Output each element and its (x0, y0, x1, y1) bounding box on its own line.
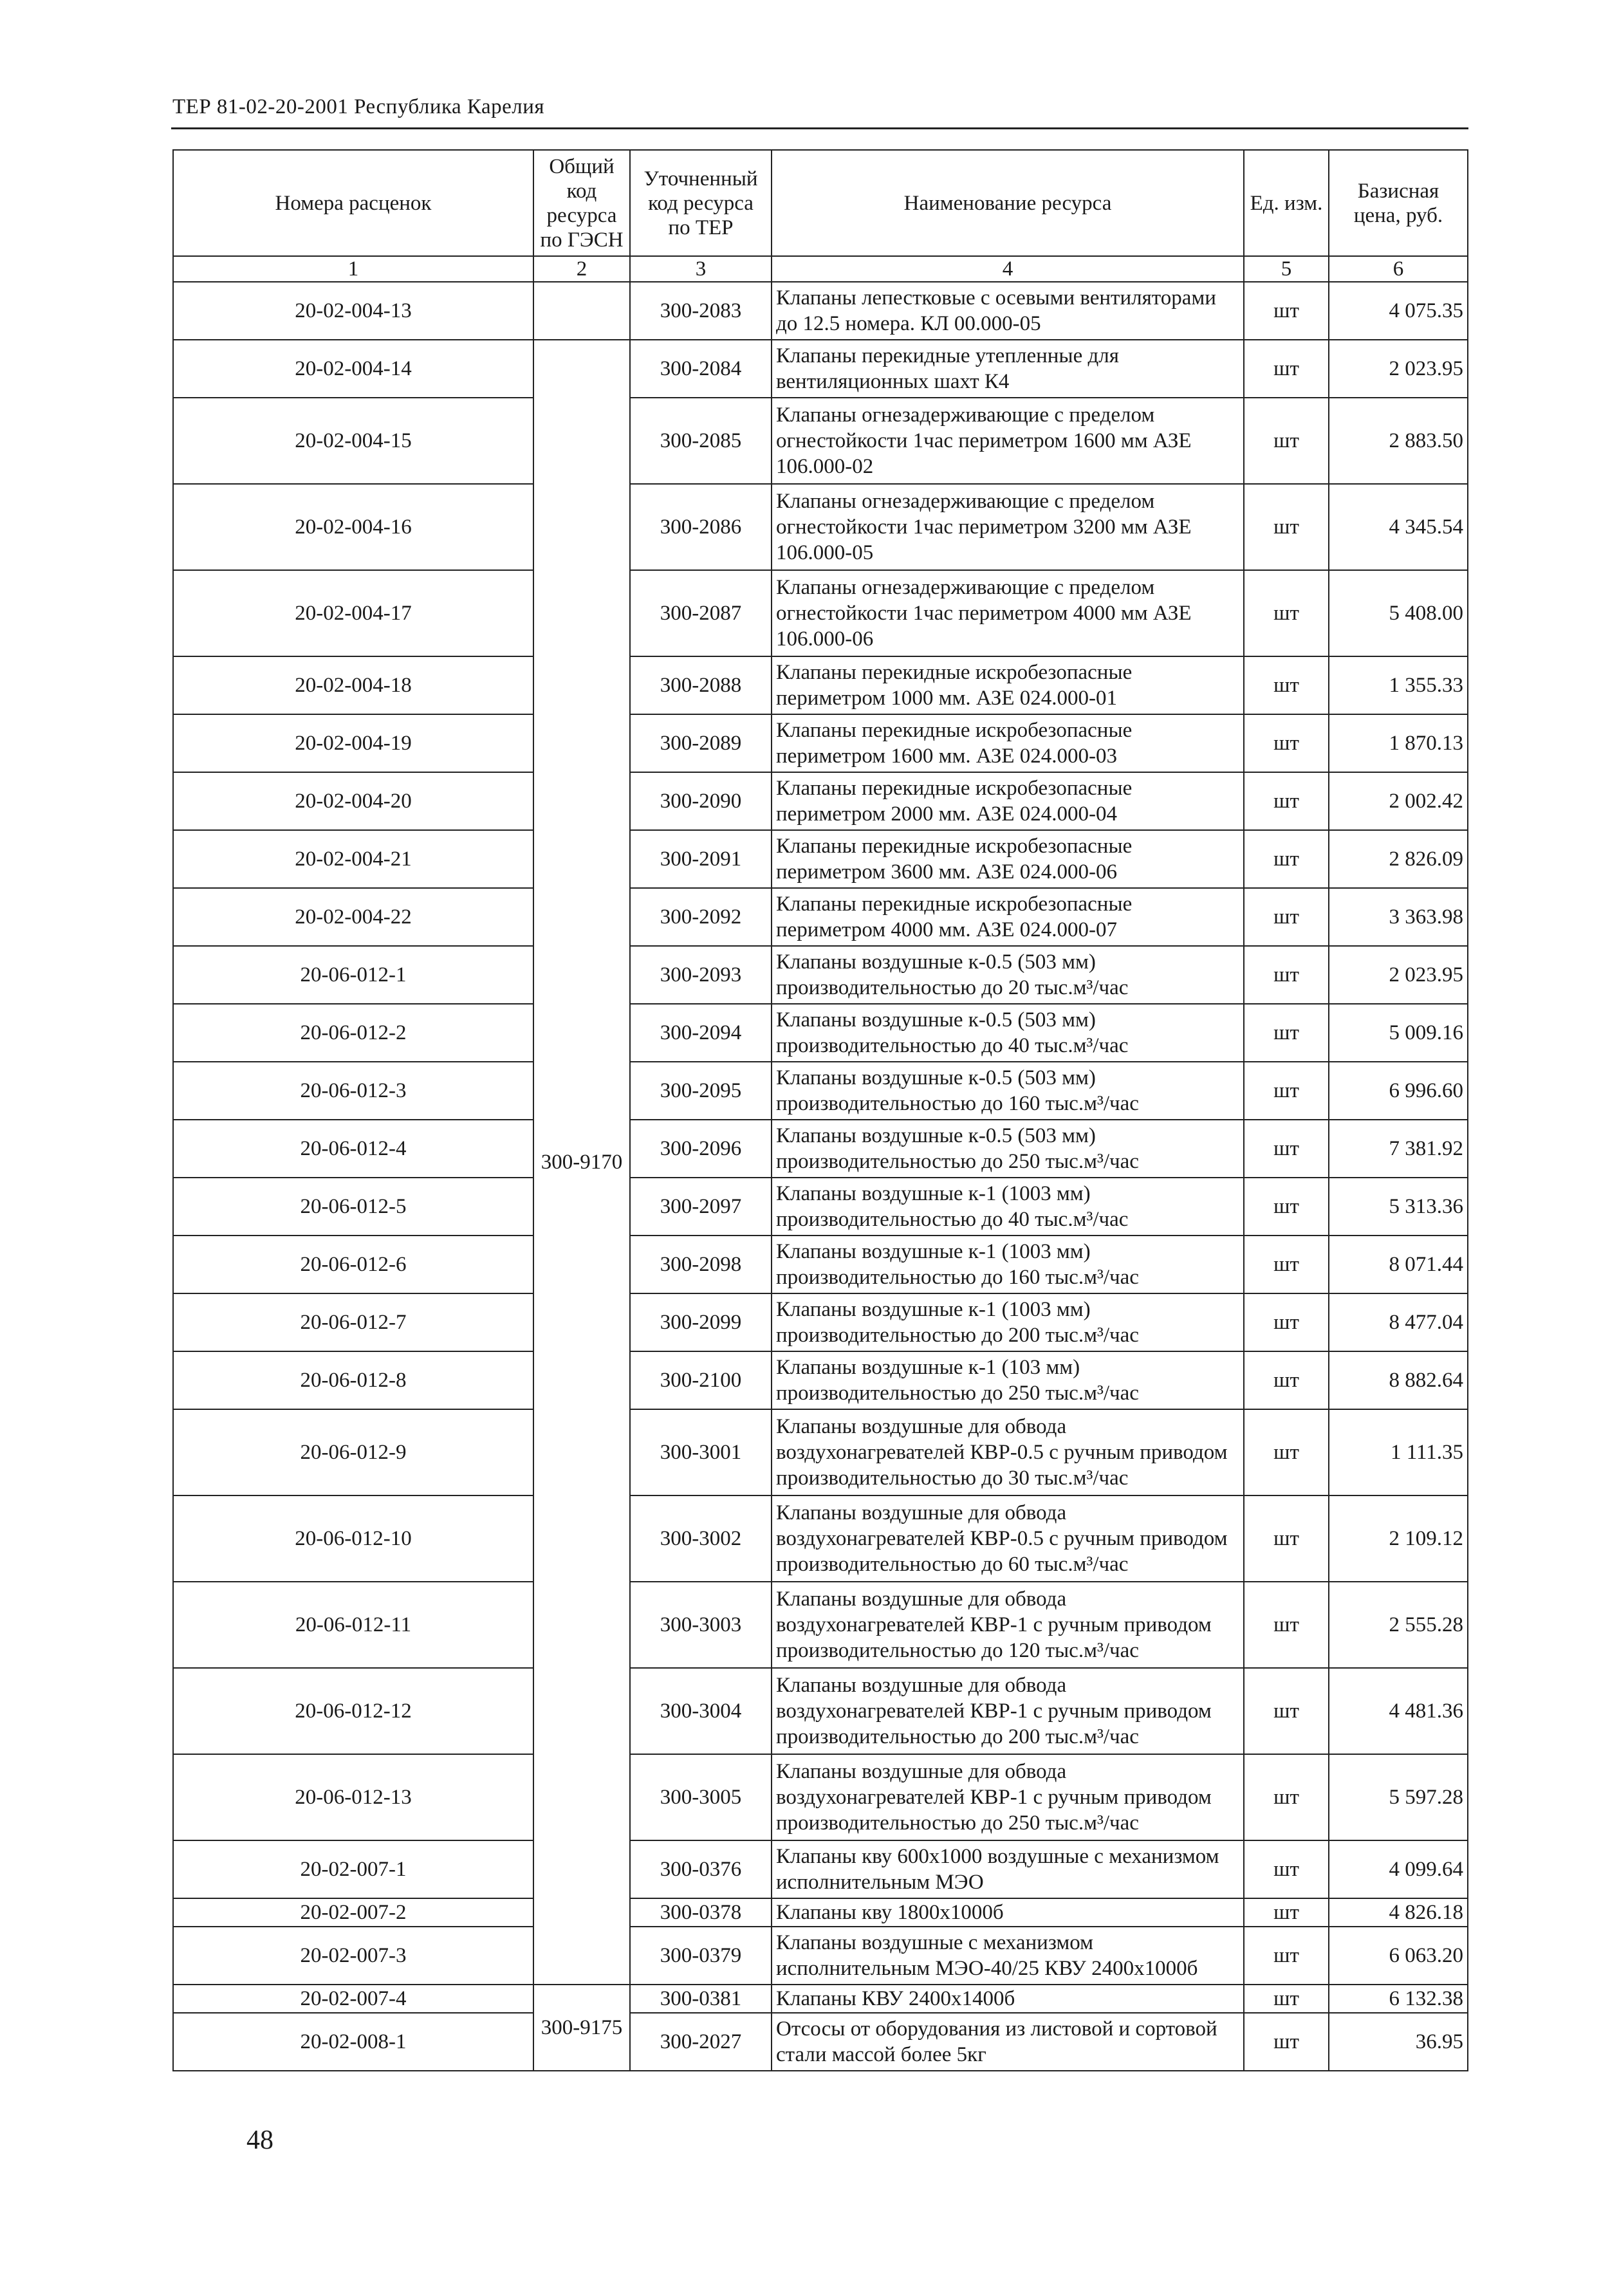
table-row (173, 772, 1468, 830)
ter-code-cell: 300-2095 (630, 1062, 772, 1120)
table-row (173, 1495, 1468, 1582)
price-cell: 2 023.95 (1329, 946, 1468, 1004)
resource-name-cell: Клапаны воздушные к-0.5 (503 мм) производительностью до 250 тыс.м³/час (772, 1120, 1244, 1178)
rate-code-cell: 20-02-004-14 (173, 340, 533, 398)
table-row (173, 1754, 1468, 1840)
ter-code-cell: 300-0379 (630, 1927, 772, 1985)
table-row (173, 398, 1468, 484)
rate-code-cell: 20-06-012-7 (173, 1293, 533, 1351)
ter-code-cell: 300-2094 (630, 1004, 772, 1062)
table-row (173, 570, 1468, 656)
rate-code-cell: 20-06-012-3 (173, 1062, 533, 1120)
rate-code-cell: 20-06-012-4 (173, 1120, 533, 1178)
resource-name-cell: Клапаны воздушные для обвода воздухонагревателей КВР-1 с ручным приводом производительностью до 250 тыс.м³/час (772, 1754, 1244, 1840)
unit-cell: шт (1244, 772, 1329, 830)
table-row (173, 1004, 1468, 1062)
ter-code-cell: 300-0376 (630, 1840, 772, 1898)
header-ter: Уточненный код ресурса по ТЕР (630, 150, 772, 256)
header-name: Наименование ресурса (772, 150, 1244, 256)
rate-code-cell: 20-06-012-8 (173, 1351, 533, 1409)
table-row (173, 1351, 1468, 1409)
gesn-code-cell (533, 282, 630, 340)
rate-code-cell: 20-02-004-21 (173, 830, 533, 888)
resource-name-cell: Клапаны лепестковые с осевыми вентиляторами до 12.5 номера. КЛ 00.000-05 (772, 282, 1244, 340)
table-row (173, 282, 1468, 340)
resource-name-cell: Клапаны огнезадерживающие с пределом огнестойкости 1час периметром 3200 мм АЗЕ 106.000-05 (772, 484, 1244, 570)
ter-code-cell: 300-3005 (630, 1754, 772, 1840)
resource-name-cell: Отсосы от оборудования из листовой и сортовой стали массой более 5кг (772, 2013, 1244, 2071)
price-cell: 36.95 (1329, 2013, 1468, 2071)
ter-code-cell: 300-2084 (630, 340, 772, 398)
unit-cell: шт (1244, 1062, 1329, 1120)
unit-cell: шт (1244, 1004, 1329, 1062)
table-row (173, 2013, 1468, 2071)
ter-code-cell: 300-0378 (630, 1898, 772, 1927)
price-cell: 5 009.16 (1329, 1004, 1468, 1062)
unit-cell: шт (1244, 1409, 1329, 1495)
ter-code-cell: 300-2090 (630, 772, 772, 830)
resource-name-cell: Клапаны перекидные утепленные для вентиляционных шахт К4 (772, 340, 1244, 398)
table-row (173, 1293, 1468, 1351)
resource-name-cell: Клапаны воздушные к-1 (1003 мм) производительностью до 200 тыс.м³/час (772, 1293, 1244, 1351)
ter-code-cell: 300-2085 (630, 398, 772, 484)
column-number: 1 (173, 256, 533, 282)
header-gesn: Общий код ресурса по ГЭСН (533, 150, 630, 256)
resource-name-cell: Клапаны воздушные к-0.5 (503 мм) производительностью до 40 тыс.м³/час (772, 1004, 1244, 1062)
table-row (173, 1985, 1468, 2013)
price-cell: 1 355.33 (1329, 656, 1468, 714)
table-row (173, 1062, 1468, 1120)
resource-name-cell: Клапаны воздушные для обвода воздухонагревателей КВР-1 с ручным приводом производительностью до 120 тыс.м³/час (772, 1582, 1244, 1668)
column-number: 3 (630, 256, 772, 282)
ter-code-cell: 300-2092 (630, 888, 772, 946)
rate-code-cell: 20-02-007-4 (173, 1985, 533, 2013)
table-header-row (173, 150, 1468, 256)
rate-code-cell: 20-06-012-13 (173, 1754, 533, 1840)
unit-cell: шт (1244, 340, 1329, 398)
price-cell: 2 555.28 (1329, 1582, 1468, 1668)
table-row (173, 714, 1468, 772)
unit-cell: шт (1244, 2013, 1329, 2071)
resource-name-cell: Клапаны воздушные для обвода воздухонагревателей КВР-0.5 с ручным приводом производительностью до 60 тыс.м³/час (772, 1495, 1244, 1582)
resource-name-cell: Клапаны воздушные к-1 (103 мм) производительностью до 250 тыс.м³/час (772, 1351, 1244, 1409)
rate-code-cell: 20-02-008-1 (173, 2013, 533, 2071)
ter-code-cell: 300-2089 (630, 714, 772, 772)
price-table (172, 149, 1468, 2071)
unit-cell: шт (1244, 1754, 1329, 1840)
price-cell: 6 996.60 (1329, 1062, 1468, 1120)
rate-code-cell: 20-02-004-22 (173, 888, 533, 946)
header-unit: Ед. изм. (1244, 150, 1329, 256)
resource-name-cell: Клапаны перекидные искробезопасные периметром 1600 мм. АЗЕ 024.000-03 (772, 714, 1244, 772)
table-row (173, 340, 1468, 398)
rate-code-cell: 20-06-012-10 (173, 1495, 533, 1582)
column-number: 2 (533, 256, 630, 282)
table-row (173, 1668, 1468, 1754)
unit-cell: шт (1244, 1236, 1329, 1293)
rate-code-cell: 20-06-012-6 (173, 1236, 533, 1293)
table-row (173, 656, 1468, 714)
resource-name-cell: Клапаны воздушные с механизмом исполнительным МЭО-40/25 КВУ 2400х1000б (772, 1927, 1244, 1985)
table-row (173, 1236, 1468, 1293)
ter-code-cell: 300-2100 (630, 1351, 772, 1409)
ter-code-cell: 300-2088 (630, 656, 772, 714)
price-cell: 8 882.64 (1329, 1351, 1468, 1409)
header-rule (171, 127, 1468, 129)
price-cell: 2 883.50 (1329, 398, 1468, 484)
ter-code-cell: 300-2099 (630, 1293, 772, 1351)
unit-cell: шт (1244, 1985, 1329, 2013)
rate-code-cell: 20-02-007-1 (173, 1840, 533, 1898)
header-code: Номера расценок (173, 150, 533, 256)
price-cell: 2 109.12 (1329, 1495, 1468, 1582)
unit-cell: шт (1244, 888, 1329, 946)
ter-code-cell: 300-3003 (630, 1582, 772, 1668)
table-row (173, 1120, 1468, 1178)
price-cell: 2 826.09 (1329, 830, 1468, 888)
price-cell: 2 002.42 (1329, 772, 1468, 830)
price-cell: 5 408.00 (1329, 570, 1468, 656)
unit-cell: шт (1244, 1495, 1329, 1582)
resource-name-cell: Клапаны перекидные искробезопасные периметром 1000 мм. АЗЕ 024.000-01 (772, 656, 1244, 714)
rate-code-cell: 20-02-007-3 (173, 1927, 533, 1985)
column-number: 5 (1244, 256, 1329, 282)
table-body (173, 282, 1468, 2071)
unit-cell: шт (1244, 1178, 1329, 1236)
rate-code-cell: 20-02-004-18 (173, 656, 533, 714)
resource-name-cell: Клапаны огнезадерживающие с пределом огнестойкости 1час периметром 4000 мм АЗЕ 106.000-06 (772, 570, 1244, 656)
resource-name-cell: Клапаны воздушные к-1 (1003 мм) производительностью до 160 тыс.м³/час (772, 1236, 1244, 1293)
price-cell: 5 313.36 (1329, 1178, 1468, 1236)
ter-code-cell: 300-2086 (630, 484, 772, 570)
resource-name-cell: Клапаны огнезадерживающие с пределом огнестойкости 1час периметром 1600 мм АЗЕ 106.000-02 (772, 398, 1244, 484)
price-cell: 3 363.98 (1329, 888, 1468, 946)
unit-cell: шт (1244, 570, 1329, 656)
rate-code-cell: 20-06-012-9 (173, 1409, 533, 1495)
table-row (173, 1898, 1468, 1927)
unit-cell: шт (1244, 946, 1329, 1004)
rate-code-cell: 20-02-004-13 (173, 282, 533, 340)
price-cell: 2 023.95 (1329, 340, 1468, 398)
unit-cell: шт (1244, 1668, 1329, 1754)
unit-cell: шт (1244, 1293, 1329, 1351)
price-cell: 4 345.54 (1329, 484, 1468, 570)
price-cell: 8 477.04 (1329, 1293, 1468, 1351)
ter-code-cell: 300-3004 (630, 1668, 772, 1754)
ter-code-cell: 300-2093 (630, 946, 772, 1004)
unit-cell: шт (1244, 484, 1329, 570)
ter-code-cell: 300-3001 (630, 1409, 772, 1495)
resource-name-cell: Клапаны перекидные искробезопасные периметром 4000 мм. АЗЕ 024.000-07 (772, 888, 1244, 946)
table-row (173, 946, 1468, 1004)
table-row (173, 1178, 1468, 1236)
unit-cell: шт (1244, 1120, 1329, 1178)
unit-cell: шт (1244, 1898, 1329, 1927)
unit-cell: шт (1244, 1351, 1329, 1409)
price-cell: 6 063.20 (1329, 1927, 1468, 1985)
gesn-code-cell: 300-9170 (533, 340, 630, 1985)
unit-cell: шт (1244, 656, 1329, 714)
price-cell: 1 870.13 (1329, 714, 1468, 772)
ter-code-cell: 300-2083 (630, 282, 772, 340)
table-row (173, 1582, 1468, 1668)
price-cell: 1 111.35 (1329, 1409, 1468, 1495)
rate-code-cell: 20-02-004-17 (173, 570, 533, 656)
resource-name-cell: Клапаны воздушные для обвода воздухонагревателей КВР-1 с ручным приводом производительностью до 200 тыс.м³/час (772, 1668, 1244, 1754)
page-number: 48 (246, 2125, 273, 2155)
price-cell: 4 099.64 (1329, 1840, 1468, 1898)
table-row (173, 888, 1468, 946)
table-row (173, 484, 1468, 570)
resource-name-cell: Клапаны воздушные к-0.5 (503 мм) производительностью до 20 тыс.м³/час (772, 946, 1244, 1004)
resource-name-cell: Клапаны кву 1800х1000б (772, 1898, 1244, 1927)
ter-code-cell: 300-3002 (630, 1495, 772, 1582)
header-price: Базисная цена, руб. (1329, 150, 1468, 256)
resource-name-cell: Клапаны перекидные искробезопасные периметром 2000 мм. АЗЕ 024.000-04 (772, 772, 1244, 830)
unit-cell: шт (1244, 1927, 1329, 1985)
price-cell: 6 132.38 (1329, 1985, 1468, 2013)
rate-code-cell: 20-06-012-11 (173, 1582, 533, 1668)
price-cell: 7 381.92 (1329, 1120, 1468, 1178)
rate-code-cell: 20-02-004-15 (173, 398, 533, 484)
price-cell: 4 826.18 (1329, 1898, 1468, 1927)
rate-code-cell: 20-02-004-19 (173, 714, 533, 772)
table-row (173, 1409, 1468, 1495)
unit-cell: шт (1244, 1840, 1329, 1898)
price-cell: 8 071.44 (1329, 1236, 1468, 1293)
resource-name-cell: Клапаны КВУ 2400х1400б (772, 1985, 1244, 2013)
unit-cell: шт (1244, 398, 1329, 484)
rate-code-cell: 20-02-004-20 (173, 772, 533, 830)
unit-cell: шт (1244, 714, 1329, 772)
price-cell: 4 481.36 (1329, 1668, 1468, 1754)
rate-code-cell: 20-02-004-16 (173, 484, 533, 570)
rate-code-cell: 20-06-012-12 (173, 1668, 533, 1754)
ter-code-cell: 300-2097 (630, 1178, 772, 1236)
rate-code-cell: 20-06-012-5 (173, 1178, 533, 1236)
table-row (173, 830, 1468, 888)
ter-code-cell: 300-2091 (630, 830, 772, 888)
unit-cell: шт (1244, 282, 1329, 340)
column-number: 6 (1329, 256, 1468, 282)
unit-cell: шт (1244, 830, 1329, 888)
ter-code-cell: 300-2098 (630, 1236, 772, 1293)
unit-cell: шт (1244, 1582, 1329, 1668)
price-cell: 5 597.28 (1329, 1754, 1468, 1840)
resource-name-cell: Клапаны воздушные для обвода воздухонагревателей КВР-0.5 с ручным приводом производительностью до 30 тыс.м³/час (772, 1409, 1244, 1495)
price-cell: 4 075.35 (1329, 282, 1468, 340)
ter-code-cell: 300-2087 (630, 570, 772, 656)
table-row (173, 1927, 1468, 1985)
running-header: ТЕР 81-02-20-2001 Республика Карелия (172, 95, 545, 118)
ter-code-cell: 300-0381 (630, 1985, 772, 2013)
ter-code-cell: 300-2096 (630, 1120, 772, 1178)
ter-code-cell: 300-2027 (630, 2013, 772, 2071)
rate-code-cell: 20-06-012-2 (173, 1004, 533, 1062)
gesn-code-cell: 300-9175 (533, 1985, 630, 2071)
resource-name-cell: Клапаны воздушные к-0.5 (503 мм) производительностью до 160 тыс.м³/час (772, 1062, 1244, 1120)
resource-name-cell: Клапаны перекидные искробезопасные периметром 3600 мм. АЗЕ 024.000-06 (772, 830, 1244, 888)
column-number-row (173, 256, 1468, 282)
table-row (173, 1840, 1468, 1898)
rate-code-cell: 20-02-007-2 (173, 1898, 533, 1927)
resource-name-cell: Клапаны кву 600х1000 воздушные с механизмом исполнительным МЭО (772, 1840, 1244, 1898)
column-number: 4 (772, 256, 1244, 282)
resource-name-cell: Клапаны воздушные к-1 (1003 мм) производительностью до 40 тыс.м³/час (772, 1178, 1244, 1236)
rate-code-cell: 20-06-012-1 (173, 946, 533, 1004)
